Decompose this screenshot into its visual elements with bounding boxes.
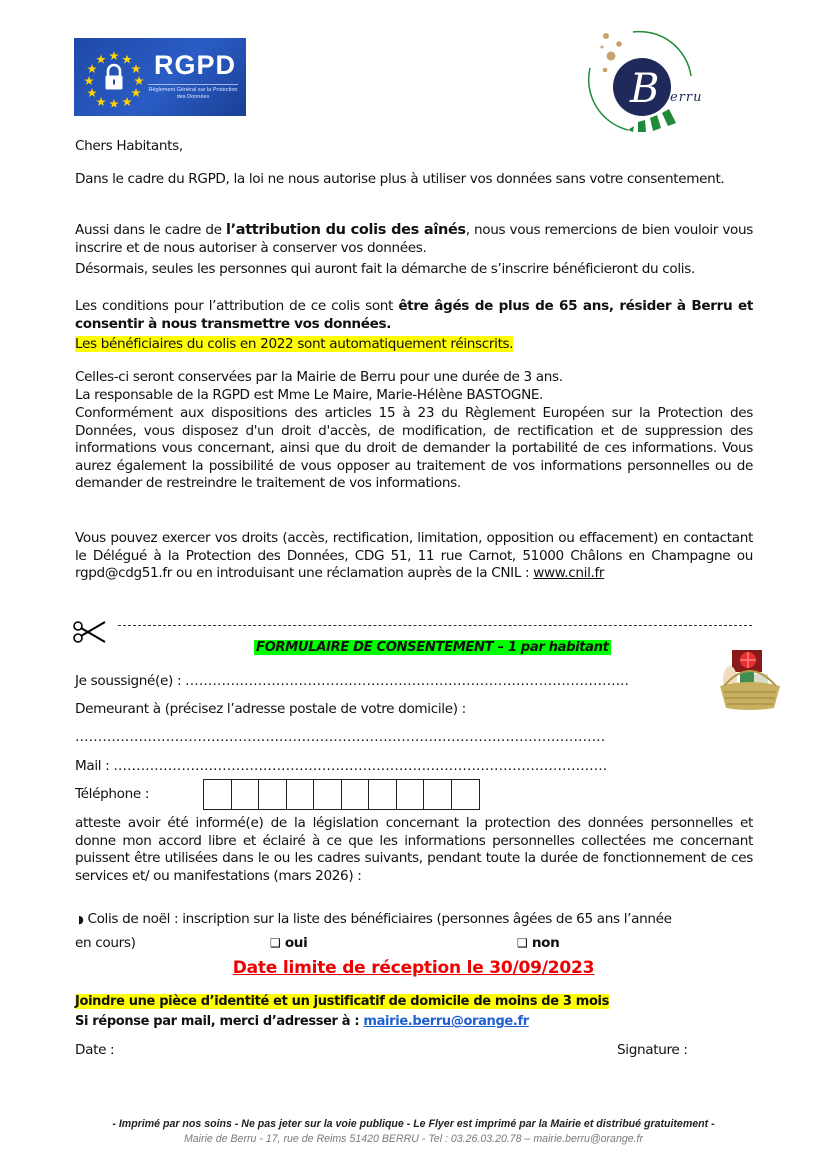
footer-print-notice: - Imprimé par nos soins - Ne pas jeter sur la voie publique - Le Flyer est imprimé par la Mairie et distribué gratuitement - [112,1118,715,1130]
christmas-parcel-text-cont: en cours) [75,935,136,951]
mail-label: Mail : [75,758,114,774]
footer-contact: Mairie de Berru - 17, rue de Reims 51420 BERRU - Tel : 03.26.03.20.78 – mairie.berru@orange.fr [183,1133,644,1145]
gift-basket-image [718,648,782,712]
attribution-text-pre: Aussi dans le cadre de [75,222,226,238]
phone-digit-box[interactable] [314,780,342,809]
mail-response-text: Si réponse par mail, merci d’adresser à : [75,1014,364,1029]
name-label: Je soussigné(e) : [75,673,186,689]
christmas-parcel-option [78,911,758,929]
mail-field-row [75,758,695,776]
rgpd-logo-subtitle: Règlement Général sur la Protection des Données [148,84,238,101]
paragraph-rgpd-intro: Dans le cadre du RGPD, la loi ne nous autorise plus à utiliser vos données sans votre consentement. [75,171,725,187]
phone-label: Téléphone : [75,786,150,802]
christmas-parcel-text: Colis de noël : inscription sur la liste des bénéficiaires (personnes âgées de 65 ans l’année [87,911,672,927]
phone-digit-box[interactable] [369,780,397,809]
paragraph-reinscription [75,336,513,354]
berru-logo-letter: B [630,66,660,112]
no-checkbox-option[interactable] [517,935,559,953]
deadline-notice: Date limite de réception le 30/09/2023 [232,958,595,978]
rgpd-logo-title: RGPD [154,50,237,80]
paragraph-conservation: Celles-ci seront conservées par la Mairie de Berru pour une durée de 3 ans. [75,369,563,385]
conditions-bold: être âgés de plus de 65 ans, résider à Berru et consentir à nous transmettre vos données. [75,298,753,332]
scissors-icon [72,620,106,644]
paragraph-conditions [75,298,753,333]
address-label: Demeurant à (précisez l’adresse postale de votre domicile) : [75,701,466,717]
attribution-text-post: , nous vous remercions de bien vouloir vous inscrire et de nous autoriser à conserver vos données. [75,222,753,256]
berru-logo-text: erru [670,90,703,105]
phone-digit-box[interactable] [424,780,452,809]
greeting: Chers Habitants, [75,138,183,154]
cut-line-divider [118,625,752,626]
rgpd-logo [74,38,246,116]
phone-input-grid[interactable] [203,779,480,810]
attribution-bold: l’attribution du colis des aînés [226,222,466,238]
eu-stars-padlock-icon [84,47,144,107]
name-input-line[interactable]: …………………………………………………………………………………….. [185,673,629,689]
mairie-email-link[interactable]: mairie.berru@orange.fr [363,1014,529,1029]
bullet-icon: ◗ [78,913,84,926]
mail-input-line[interactable]: ………………………………………………………………………………………………. [113,758,608,774]
berru-logo [578,24,748,136]
exercer-droits-text: Vous pouvez exercer vos droits (accès, rectification, limitation, opposition ou effacement) en contactant le Délégué à la Protection des Données, CDG 51, 11 rue Carnot, 51000 Châlons en Champagne ou rgpd@cdg51.fr ou en introduisant une réclamation auprès de la CNIL : [75,530,753,581]
phone-digit-box[interactable] [232,780,260,809]
attestation-paragraph: atteste avoir été informé(e) de la législation concernant la protection des données personnelles et donne mon accord libre et éclairé à ce que les informations personnelles collectées me concernant puissent être utilisées dans le ou les cadres suivants, pendant toute la durée de fonctionnement de ces services et/ ou manifestations (mars 2026) : [75,815,753,884]
cnil-link[interactable]: www.cnil.fr [533,565,605,581]
address-input-line[interactable]: ……………………………………………………………………………………………………… [75,729,606,745]
name-field-row [75,673,695,691]
phone-digit-box[interactable] [342,780,370,809]
mail-response-note [75,1013,529,1031]
date-label: Date : [75,1042,115,1058]
conditions-text: Les conditions pour l’attribution de ce colis sont [75,298,399,314]
form-title [254,640,611,655]
decorative-dots-icon [601,33,622,72]
reinscription-highlight: Les bénéficiaires du colis en 2022 sont automatiquement réinscrits. [75,336,514,352]
checkbox-yes-icon[interactable]: ❑ [270,936,281,950]
checkbox-no-icon[interactable]: ❑ [517,936,528,950]
attachment-note [75,993,609,1011]
paragraph-responsable: La responsable de la RGPD est Mme Le Maire, Marie-Hélène BASTOGNE. [75,387,544,403]
signature-label: Signature : [617,1042,688,1058]
phone-digit-box[interactable] [204,780,232,809]
phone-digit-box[interactable] [452,780,480,809]
form-title-text: FORMULAIRE DE CONSENTEMENT – 1 par habitant [256,640,609,655]
paragraph-attribution [75,222,753,257]
no-label: non [531,935,560,951]
attachment-note-text: Joindre une pièce d’identité et un justificatif de domicile de moins de 3 mois [75,994,610,1009]
yes-label: oui [284,935,308,951]
phone-digit-box[interactable] [287,780,315,809]
paragraph-exercer-droits [75,530,753,583]
paragraph-droits: Conformément aux dispositions des articles 15 à 23 du Règlement Européen sur la Protection des Données, vous disposez d'un droit d'accès, de modification, de rectification et de suppression des informations vous concernant, ainsi que du droit de demander la portabilité de ces informations. Vous aurez également la possibilité de vous opposer au traitement de vos informations personnelles ou de demander de restreindre le traitement de vos informations. [75,405,753,491]
yes-checkbox-option[interactable] [270,935,307,953]
paragraph-demarche: Désormais, seules les personnes qui auront fait la démarche de s’inscrire bénéficieront du colis. [75,261,695,277]
phone-digit-box[interactable] [259,780,287,809]
phone-digit-box[interactable] [397,780,425,809]
